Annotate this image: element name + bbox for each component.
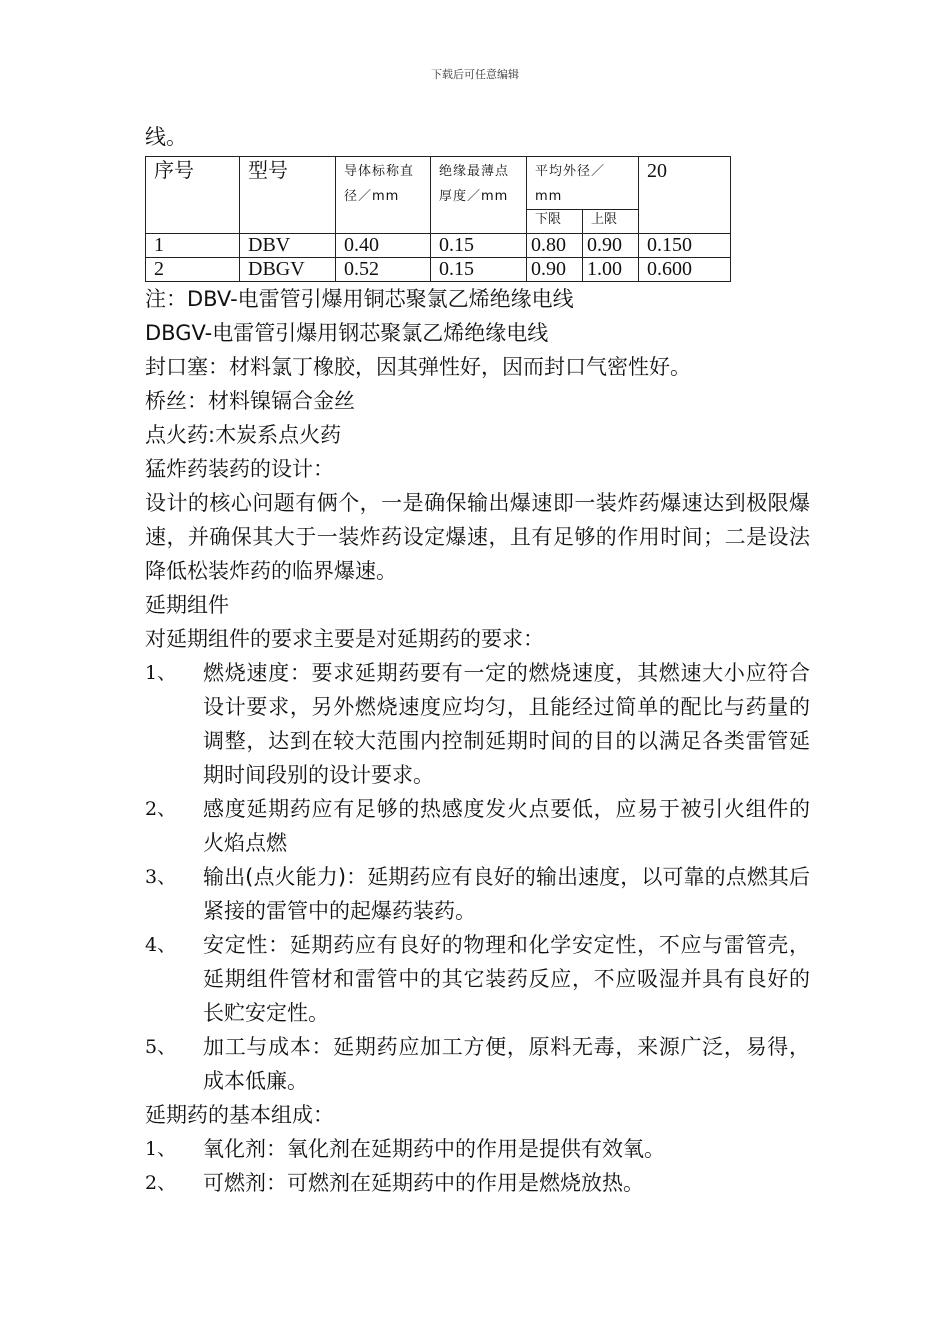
page-header: 下载后可任意编辑 bbox=[431, 68, 519, 81]
list-item-number: 1、 bbox=[145, 662, 177, 684]
cell-upper: 1.00 bbox=[583, 258, 639, 282]
list-item-number: 4、 bbox=[145, 934, 177, 956]
wire-spec-table bbox=[145, 156, 731, 282]
list-item-text: 可燃剂：可燃剂在延期药中的作用是燃烧放热。 bbox=[203, 1171, 644, 1195]
cell-conductor: 0.40 bbox=[336, 234, 431, 258]
note-dbgv: DBGV-电雷管引爆用钢芯聚氯乙烯绝缘电线 bbox=[145, 321, 549, 345]
list-item bbox=[145, 1166, 810, 1200]
cell-seq: 2 bbox=[146, 258, 240, 282]
cell-conductor: 0.52 bbox=[336, 258, 431, 282]
composition-list bbox=[145, 1132, 810, 1200]
plug-line: 封口塞：材料氯丁橡胶，因其弹性好，因而封口气密性好。 bbox=[145, 355, 691, 379]
note-dbv: 注：DBV-电雷管引爆用铜芯聚氯乙烯绝缘电线 bbox=[145, 287, 574, 311]
list-item bbox=[145, 1132, 810, 1166]
list-item-text: 燃烧速度：要求延期药要有一定的燃烧速度，其燃速大小应符合设计要求，另外燃烧速度应均匀，且能经过简单的配比与药量的调整，达到在较大范围内控制延期时间的目的以满足各类雷管延期时间段别的设计要求。 bbox=[203, 661, 810, 787]
header-lower: 下限 bbox=[527, 210, 583, 234]
delay-section-heading: 延期组件 bbox=[145, 593, 229, 617]
design-paragraph: 设计的核心问题有俩个，一是确保输出爆速即一装炸药爆速达到极限爆速，并确保其大于一装炸药设定爆速，且有足够的作用时间；二是设法降低松装炸药的临界爆速。 bbox=[145, 491, 810, 583]
list-item-text: 加工与成本：延期药应加工方便，原料无毒，来源广泛，易得，成本低廉。 bbox=[203, 1035, 810, 1093]
cell-insulation: 0.15 bbox=[431, 234, 527, 258]
charge-design-heading: 猛炸药装药的设计： bbox=[145, 457, 334, 481]
table-row bbox=[146, 234, 731, 258]
cell-lower: 0.80 bbox=[527, 234, 583, 258]
list-item-text: 输出(点火能力)：延期药应有良好的输出速度，以可靠的点燃其后紧接的雷管中的起爆药装药。 bbox=[203, 865, 810, 923]
table-header-row bbox=[146, 157, 731, 210]
header-insulation-thickness: 绝缘最薄点厚度／mm bbox=[431, 157, 527, 234]
list-item-number: 2、 bbox=[145, 798, 177, 820]
header-upper: 上限 bbox=[583, 210, 639, 234]
document-body bbox=[145, 120, 810, 1200]
list-item-text: 感度延期药应有足够的热感度发火点要低，应易于被引火组件的火焰点燃 bbox=[203, 797, 810, 855]
intro-line: 线。 bbox=[145, 125, 187, 149]
header-conductor-diameter: 导体标称直径／mm bbox=[336, 157, 431, 234]
composition-heading: 延期药的基本组成： bbox=[145, 1103, 334, 1127]
list-item bbox=[145, 928, 810, 1030]
header-outer-diameter: 平均外径／mm bbox=[527, 157, 639, 210]
cell-model: DBV bbox=[240, 234, 336, 258]
igniter-line: 点火药:木炭系点火药 bbox=[145, 423, 342, 447]
list-item-number: 3、 bbox=[145, 866, 177, 888]
header-model: 型号 bbox=[240, 157, 336, 234]
cell-last: 0.600 bbox=[639, 258, 731, 282]
cell-seq: 1 bbox=[146, 234, 240, 258]
list-item bbox=[145, 656, 810, 792]
list-item bbox=[145, 792, 810, 860]
requirements-list bbox=[145, 656, 810, 1098]
cell-lower: 0.90 bbox=[527, 258, 583, 282]
delay-requirements-intro: 对延期组件的要求主要是对延期药的要求： bbox=[145, 627, 544, 651]
list-item-text: 氧化剂：氧化剂在延期药中的作用是提供有效氧。 bbox=[203, 1137, 665, 1161]
list-item-number: 5、 bbox=[145, 1036, 177, 1058]
cell-last: 0.150 bbox=[639, 234, 731, 258]
bridge-wire-line: 桥丝：材料镍镉合金丝 bbox=[145, 389, 355, 413]
list-item bbox=[145, 860, 810, 928]
cell-model: DBGV bbox=[240, 258, 336, 282]
table-row bbox=[146, 258, 731, 282]
list-item bbox=[145, 1030, 810, 1098]
header-last: 20 bbox=[639, 157, 731, 234]
list-item-number: 2、 bbox=[145, 1172, 177, 1194]
cell-upper: 0.90 bbox=[583, 234, 639, 258]
list-item-text: 安定性：延期药应有良好的物理和化学安定性，不应与雷管壳，延期组件管材和雷管中的其它装药反应，不应吸湿并具有良好的长贮安定性。 bbox=[203, 933, 810, 1025]
list-item-number: 1、 bbox=[145, 1138, 177, 1160]
cell-insulation: 0.15 bbox=[431, 258, 527, 282]
header-seq: 序号 bbox=[146, 157, 240, 234]
